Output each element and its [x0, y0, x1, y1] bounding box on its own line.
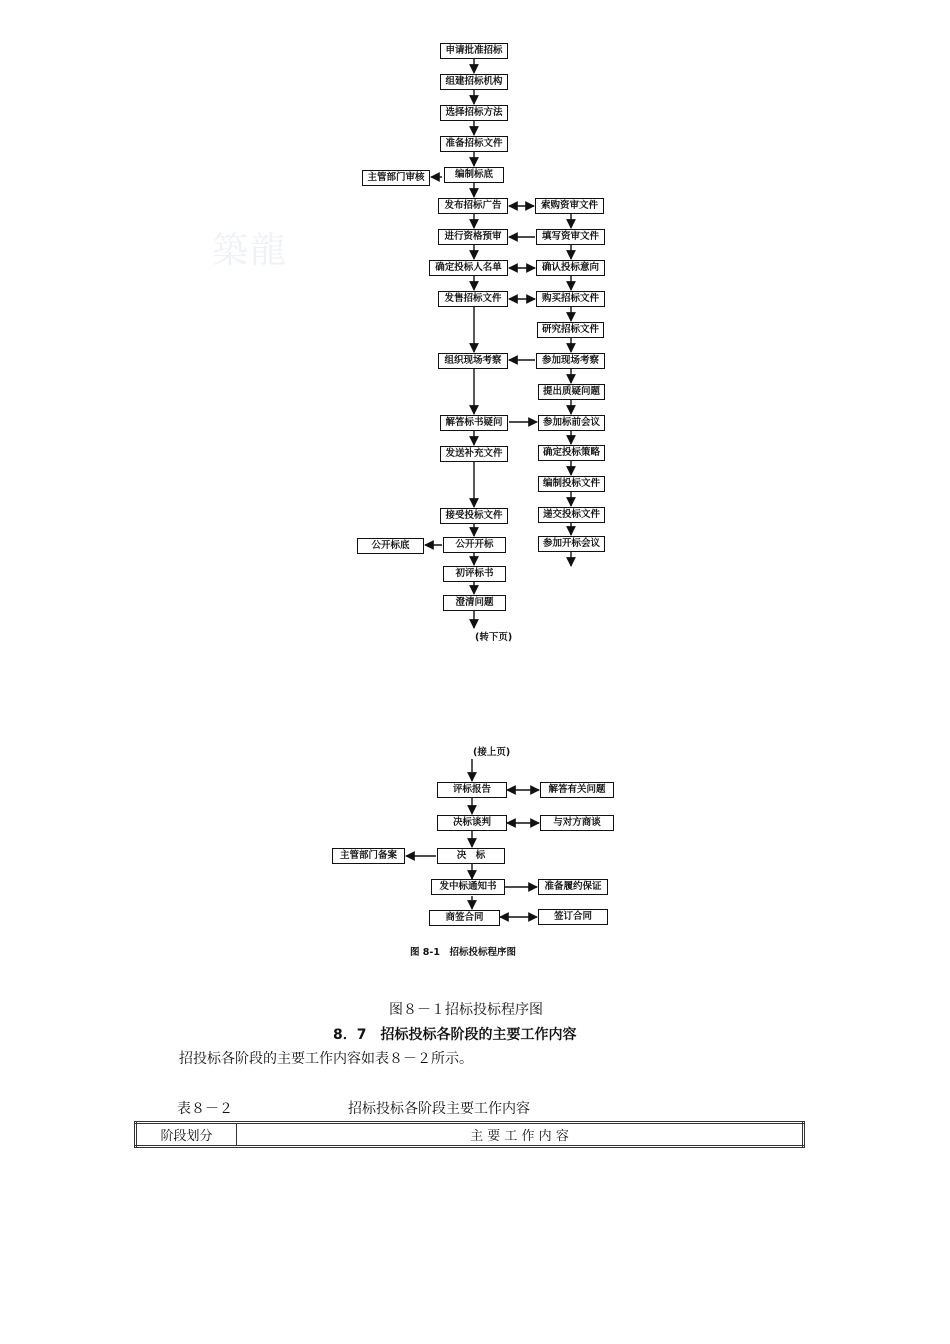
flow-step-publish-ad: 发布招标广告 [438, 198, 508, 214]
flow-bidder-negotiate: 与对方商谈 [540, 815, 614, 831]
flow-bidder-performance-bond: 准备履约保证 [538, 879, 608, 895]
section-heading: 8．7 招标投标各阶段的主要工作内容 [333, 1027, 577, 1043]
flow-bidder-confirm-intent: 确认投标意向 [536, 260, 605, 276]
flow-step-sell-documents: 发售招标文件 [438, 291, 508, 307]
flow-step-sign-contract: 商签合同 [429, 910, 500, 926]
flow-bidder-site-visit: 参加现场考察 [536, 353, 605, 369]
flow-bidder-study-docs: 研究招标文件 [537, 322, 604, 338]
table-header-content: 主 要 工 作 内 容 [237, 1123, 804, 1147]
watermark: 築龍 [212, 230, 289, 271]
figure-caption: 图８－１招标投标程序图 [389, 1002, 543, 1018]
flow-step-clarify-issues: 澄清问题 [443, 595, 506, 611]
flow-step-compile-base-price: 编制标底 [444, 167, 504, 183]
table-header-stage: 阶段划分 [136, 1123, 237, 1147]
flow-step-evaluation-report: 评标报告 [437, 782, 507, 798]
flow-bidder-buy-docs: 购买招标文件 [536, 291, 605, 307]
flow-step-answer-questions: 解答标书疑问 [440, 415, 508, 431]
flow-step-award-notice: 发中标通知书 [431, 879, 505, 895]
flow-bidder-request-docs: 索购资审文件 [535, 198, 604, 214]
flow-step-prequalification: 进行资格预审 [438, 229, 508, 245]
flow-continued-note: (接上页) [473, 747, 511, 758]
work-content-table [134, 1121, 805, 1148]
flow-step-form-organization: 组建招标机构 [440, 74, 508, 90]
flow-side-authority-review: 主管部门审核 [362, 170, 430, 186]
table-title: 招标投标各阶段主要工作内容 [348, 1101, 530, 1117]
intro-paragraph: 招投标各阶段的主要工作内容如表８－２所示。 [179, 1051, 473, 1067]
table-header-row [136, 1123, 804, 1147]
flow-bidder-raise-questions: 提出质疑问题 [538, 384, 605, 400]
flow-step-site-visit: 组织现场考察 [438, 353, 508, 369]
flow-step-bidder-list: 确定投标人名单 [429, 260, 508, 276]
flow-bidder-fill-docs: 填写资审文件 [536, 229, 605, 245]
flow-side-disclose-base-price: 公开标底 [357, 538, 424, 554]
flow-bidder-pre-bid-meeting: 参加标前会议 [538, 415, 605, 431]
flow-step-award-negotiation: 决标谈判 [437, 815, 507, 831]
flow-step-receive-bids: 接受投标文件 [440, 508, 508, 524]
flow-bidder-sign-contract: 签订合同 [538, 909, 608, 925]
flow-step-send-supplement: 发送补充文件 [440, 446, 508, 462]
flow-bidder-submit-bid: 递交投标文件 [538, 507, 605, 523]
flow-bidder-compile-bid: 编制投标文件 [538, 476, 605, 492]
flow-step-preliminary-review: 初评标书 [443, 566, 506, 582]
flow-side-authority-filing: 主管部门备案 [332, 848, 405, 864]
flow-bidder-answer-questions: 解答有关问题 [540, 782, 614, 798]
table-label: 表８－２ [177, 1101, 233, 1117]
flow-step-public-opening: 公开开标 [443, 537, 506, 553]
flow-continue-note: (转下页) [475, 632, 513, 643]
flow-step-apply-approval: 申请批准招标 [440, 43, 508, 59]
flow-step-award: 决 标 [437, 848, 505, 864]
flow-bidder-opening-meeting: 参加开标会议 [538, 536, 605, 552]
flow-bidder-strategy: 确定投标策略 [538, 445, 605, 461]
figure-inner-caption: 图 8-1 招标投标程序图 [410, 947, 516, 958]
flow-step-select-method: 选择招标方法 [440, 105, 508, 121]
flow-step-prepare-documents: 准备招标文件 [440, 136, 508, 152]
